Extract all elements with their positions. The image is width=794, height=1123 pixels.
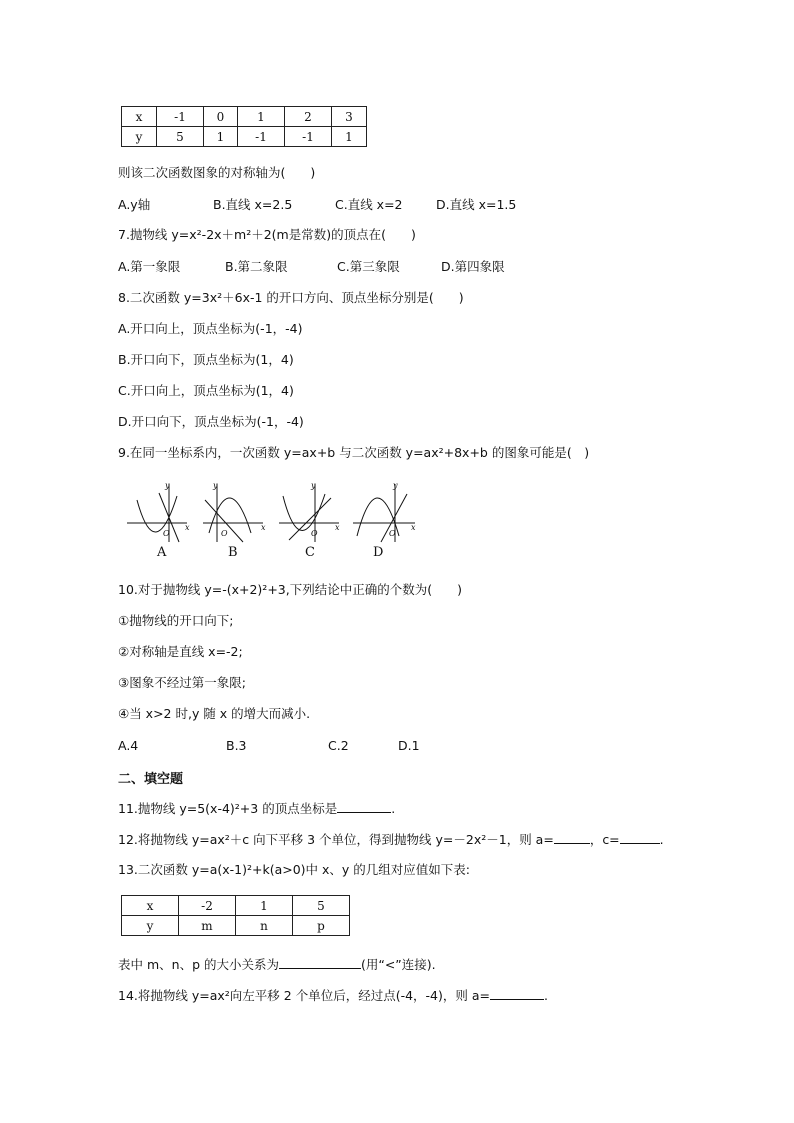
origin-label: O bbox=[163, 529, 170, 538]
answer-blank-c[interactable] bbox=[620, 831, 660, 844]
axis-label-x: x bbox=[411, 523, 416, 532]
graph-c bbox=[279, 484, 339, 542]
question-12-text-c: ，c= bbox=[589, 832, 620, 847]
graph-d bbox=[353, 484, 415, 542]
question-10-item-4: ④当 x>2 时,y 随 x 的增大而减小. bbox=[118, 706, 311, 721]
graph-b bbox=[203, 484, 263, 542]
option-b: B.3 bbox=[226, 738, 247, 753]
option-d: D.1 bbox=[398, 738, 420, 753]
question-7-options bbox=[118, 259, 505, 275]
option-b: B.直线 x=2.5 bbox=[213, 197, 293, 212]
value-table-2 bbox=[121, 895, 350, 936]
question-11-text: 11.抛物线 y=5(x-4)²+3 的顶点坐标是 bbox=[118, 801, 338, 816]
table-row bbox=[122, 107, 367, 127]
table-row bbox=[122, 896, 350, 916]
question-8-option-a: A.开口向上，顶点坐标为(-1，-4) bbox=[118, 321, 303, 336]
table-cell: 1 bbox=[238, 107, 285, 127]
answer-blank[interactable] bbox=[490, 987, 544, 1000]
value-table-1 bbox=[121, 106, 367, 147]
question-8-stem: 8.二次函数 y=3x²＋6x-1 的开口方向、顶点坐标分别是( ) bbox=[118, 290, 464, 305]
answer-blank-a[interactable] bbox=[554, 831, 590, 844]
option-b: B.第二象限 bbox=[225, 259, 288, 274]
table-cell: y bbox=[122, 916, 179, 936]
question-10-options bbox=[118, 738, 420, 754]
question-14 bbox=[118, 987, 548, 1004]
question-9-graphs bbox=[125, 478, 425, 560]
question-11-end: . bbox=[391, 801, 396, 816]
origin-label: O bbox=[221, 529, 228, 538]
table-cell: -2 bbox=[179, 896, 236, 916]
table-row bbox=[122, 916, 350, 936]
axis-label-x: x bbox=[335, 523, 340, 532]
question-13-answer-line bbox=[118, 956, 436, 973]
question-8-option-c: C.开口向上，顶点坐标为(1，4) bbox=[118, 383, 294, 398]
option-d: D.第四象限 bbox=[441, 259, 505, 274]
table-cell: p bbox=[293, 916, 350, 936]
option-a: A.第一象限 bbox=[118, 259, 181, 274]
axis-label-y: y bbox=[213, 481, 218, 490]
table-cell: 2 bbox=[285, 107, 332, 127]
question-10-item-3: ③图象不经过第一象限; bbox=[118, 675, 246, 690]
axis-label-y: y bbox=[165, 481, 170, 490]
table-cell: 5 bbox=[157, 127, 204, 147]
question-13-text: 表中 m、n、p 的大小关系为 bbox=[118, 957, 279, 972]
table-cell: 1 bbox=[204, 127, 238, 147]
line bbox=[289, 498, 331, 540]
origin-label: O bbox=[311, 529, 318, 538]
option-d: D.直线 x=1.5 bbox=[436, 197, 517, 212]
table-cell: x bbox=[122, 896, 179, 916]
axis-label-x: x bbox=[261, 523, 266, 532]
origin-label: O bbox=[389, 529, 396, 538]
parabola bbox=[137, 496, 177, 532]
table-cell: 0 bbox=[204, 107, 238, 127]
table-cell: y bbox=[122, 127, 157, 147]
axis-label-y: y bbox=[393, 481, 398, 490]
option-a: A.y轴 bbox=[118, 197, 151, 212]
graph-label-a: A bbox=[157, 545, 167, 560]
table-cell: 5 bbox=[293, 896, 350, 916]
table-cell: n bbox=[236, 916, 293, 936]
option-c: C.第三象限 bbox=[337, 259, 400, 274]
option-c: C.直线 x=2 bbox=[335, 197, 403, 212]
table-cell: 1 bbox=[236, 896, 293, 916]
graph-a bbox=[127, 484, 187, 542]
question-14-end: . bbox=[543, 988, 548, 1003]
table-cell: 3 bbox=[332, 107, 367, 127]
question-7-stem: 7.抛物线 y=x²-2x＋m²＋2(m是常数)的顶点在( ) bbox=[118, 227, 416, 242]
question-8-option-d: D.开口向下，顶点坐标为(-1，-4) bbox=[118, 414, 304, 429]
table-cell: -1 bbox=[157, 107, 204, 127]
axis-label-y: y bbox=[311, 481, 316, 490]
table-row bbox=[122, 127, 367, 147]
graph-label-c: C bbox=[305, 545, 315, 560]
answer-blank[interactable] bbox=[337, 800, 391, 813]
question-12-end: . bbox=[659, 832, 664, 847]
question-8-option-b: B.开口向下，顶点坐标为(1，4) bbox=[118, 352, 294, 367]
question-10-item-2: ②对称轴是直线 x=-2; bbox=[118, 644, 243, 659]
question-10-item-1: ①抛物线的开口向下; bbox=[118, 613, 234, 628]
question-9-stem: 9.在同一坐标系内，一次函数 y=ax+b 与二次函数 y=ax²+8x+b 的图象可能是( ) bbox=[118, 445, 590, 460]
graph-label-b: B bbox=[228, 545, 238, 560]
question-13-stem: 13.二次函数 y=a(x-1)²+k(a>0)中 x、y 的几组对应值如下表: bbox=[118, 862, 471, 877]
question-13-end: (用“<”连接). bbox=[360, 957, 436, 972]
table-cell: -1 bbox=[285, 127, 332, 147]
axis-label-x: x bbox=[185, 523, 190, 532]
option-c: C.2 bbox=[328, 738, 349, 753]
question-6-options bbox=[118, 197, 516, 213]
table-cell: m bbox=[179, 916, 236, 936]
option-a: A.4 bbox=[118, 738, 139, 753]
table-cell: x bbox=[122, 107, 157, 127]
table-cell: -1 bbox=[238, 127, 285, 147]
question-14-text: 14.将抛物线 y=ax²向左平移 2 个单位后，经过点(-4，-4)，则 a= bbox=[118, 988, 490, 1003]
section-heading: 二、填空题 bbox=[118, 772, 184, 787]
question-12-text: 12.将抛物线 y=ax²＋c 向下平移 3 个单位，得到抛物线 y=－2x²－1，则 a= bbox=[118, 832, 554, 847]
question-10-stem: 10.对于抛物线 y=-(x+2)²+3,下列结论中正确的个数为( ) bbox=[118, 582, 462, 597]
answer-blank[interactable] bbox=[279, 956, 361, 969]
question-6-stem: 则该二次函数图象的对称轴为( ) bbox=[118, 165, 316, 180]
question-12 bbox=[118, 831, 664, 848]
graph-label-d: D bbox=[373, 545, 384, 560]
question-11 bbox=[118, 800, 395, 817]
table-cell: 1 bbox=[332, 127, 367, 147]
